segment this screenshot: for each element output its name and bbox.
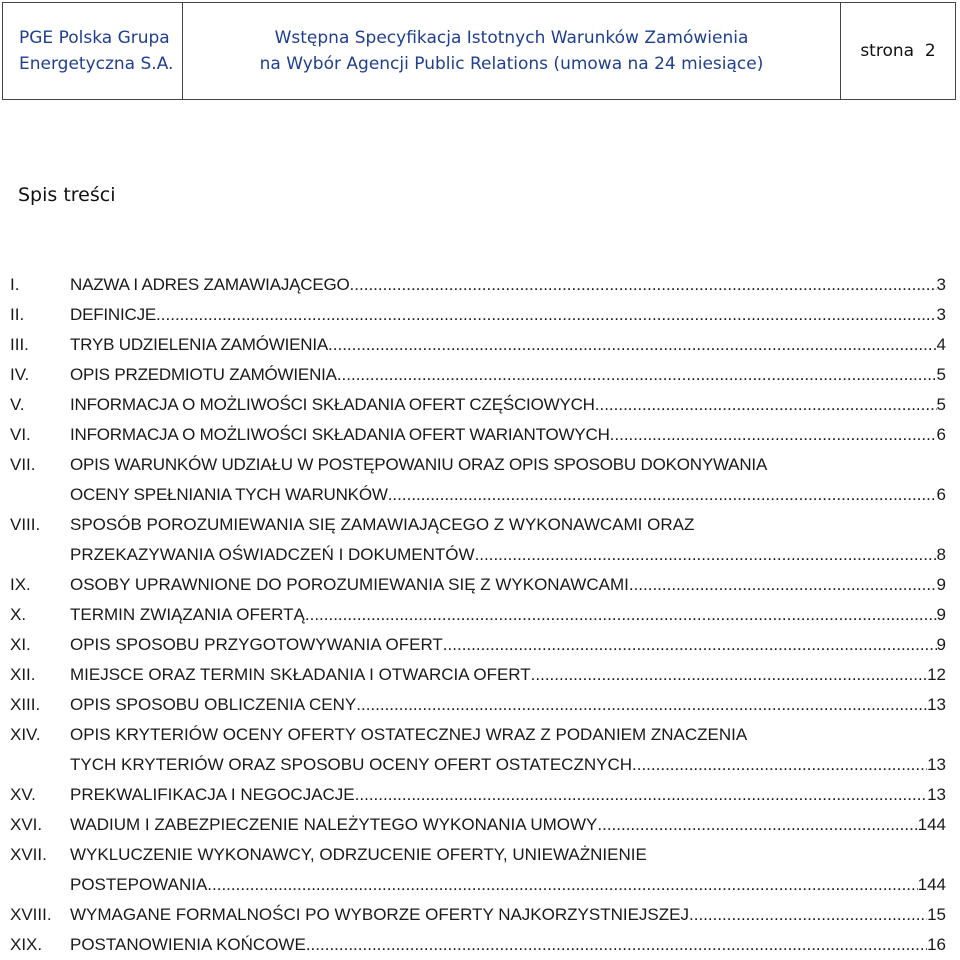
toc-entry[interactable] bbox=[10, 810, 946, 840]
toc-entry[interactable] bbox=[10, 510, 946, 570]
toc-entry-line bbox=[70, 330, 946, 360]
toc-entry-line bbox=[70, 810, 946, 840]
toc-entry-line bbox=[70, 900, 946, 930]
toc-dot-leader bbox=[443, 630, 937, 660]
toc-entry-title: TERMIN ZWIĄZANIA OFERTĄ bbox=[70, 605, 305, 624]
toc-entry-line bbox=[70, 300, 946, 330]
toc-entry-title: OPIS WARUNKÓW UDZIAŁU W POSTĘPOWANIU ORAZ OPIS SPOSOBU DOKONYWANIA bbox=[70, 455, 768, 474]
toc-dot-leader bbox=[595, 390, 937, 420]
toc-entry-line bbox=[70, 930, 946, 960]
toc-entry-line bbox=[70, 840, 946, 870]
company-cell bbox=[3, 3, 183, 99]
toc-entry-line bbox=[70, 720, 946, 750]
toc-entry-title: OPIS KRYTERIÓW OCENY OFERTY OSTATECZNEJ WRAZ Z PODANIEM ZNACZENIA bbox=[70, 725, 748, 744]
toc-entry-title: MIEJSCE ORAZ TERMIN SKŁADANIA I OTWARCIA OFERT bbox=[70, 665, 531, 684]
toc-dot-leader bbox=[350, 270, 937, 300]
toc-entry-number: XVI. bbox=[10, 815, 43, 834]
toc-page-number: 13 bbox=[927, 695, 946, 714]
toc-entry-line bbox=[70, 600, 946, 630]
toc-entry-text bbox=[70, 600, 946, 630]
toc-entry-text bbox=[70, 810, 946, 840]
toc-entry-number: XI. bbox=[10, 635, 31, 654]
document-title-line2: na Wybór Agencji Public Relations (umowa na 24 miesiące) bbox=[259, 54, 764, 74]
toc-entry[interactable] bbox=[10, 420, 946, 450]
toc-page-number: 9 bbox=[936, 575, 946, 594]
toc-entry-title: SPOSÓB POROZUMIEWANIA SIĘ ZAMAWIAJĄCEGO Z WYKONAWCAMI ORAZ bbox=[70, 515, 695, 534]
toc-page-number: 9 bbox=[936, 605, 946, 624]
toc-entry[interactable] bbox=[10, 900, 946, 930]
toc-dot-leader bbox=[475, 540, 937, 570]
toc-entry-line bbox=[70, 630, 946, 660]
toc-page-number: 5 bbox=[936, 365, 946, 384]
toc-page-number: 3 bbox=[936, 275, 946, 294]
toc-page-number: 8 bbox=[936, 545, 946, 564]
toc-page-number: 4 bbox=[936, 335, 946, 354]
toc-entry-number: II. bbox=[10, 305, 25, 324]
toc-entry-number: XII. bbox=[10, 665, 36, 684]
toc-entry[interactable] bbox=[10, 570, 946, 600]
toc-entry-text bbox=[70, 720, 946, 780]
toc-page-number: 144 bbox=[917, 815, 946, 834]
toc-entry-title: INFORMACJA O MOŻLIWOŚCI SKŁADANIA OFERT CZĘŚCIOWYCH bbox=[70, 395, 595, 414]
toc-entry-number: XIII. bbox=[10, 695, 41, 714]
toc-entry[interactable] bbox=[10, 720, 946, 780]
toc-entry-number: IV. bbox=[10, 365, 30, 384]
toc-entry-text bbox=[70, 450, 946, 510]
toc-entry-text bbox=[70, 930, 946, 960]
toc-dot-leader bbox=[355, 780, 927, 810]
toc-entry-text bbox=[70, 300, 946, 330]
toc-entry[interactable] bbox=[10, 270, 946, 300]
toc-entry-text bbox=[70, 390, 946, 420]
toc-entry-number: X. bbox=[10, 605, 27, 624]
toc-entry-text bbox=[70, 690, 946, 720]
toc-entry-title: OPIS SPOSOBU OBLICZENIA CENY bbox=[70, 695, 357, 714]
toc-entry-text bbox=[70, 630, 946, 660]
toc-entry[interactable] bbox=[10, 390, 946, 420]
toc-entry-title: POSTEPOWANIA bbox=[70, 875, 208, 894]
toc-entry-line bbox=[70, 690, 946, 720]
toc-entry-line bbox=[70, 270, 946, 300]
toc-entry-text bbox=[70, 900, 946, 930]
toc-entry[interactable] bbox=[10, 300, 946, 330]
toc-dot-leader bbox=[597, 810, 917, 840]
toc-entry-text bbox=[70, 270, 946, 300]
toc-entry-line bbox=[70, 480, 946, 510]
toc-entry-number: XV. bbox=[10, 785, 36, 804]
toc-entry-line bbox=[70, 390, 946, 420]
toc-page-number: 3 bbox=[936, 305, 946, 324]
toc-entry-title: PREKWALIFIKACJA I NEGOCJACJE bbox=[70, 785, 355, 804]
toc-page-number: 13 bbox=[927, 755, 946, 774]
toc-entry-title: TYCH KRYTERIÓW ORAZ SPOSOBU OCENY OFERT OSTATECZNYCH bbox=[70, 755, 633, 774]
toc-page-number: 6 bbox=[936, 485, 946, 504]
toc-dot-leader bbox=[629, 570, 937, 600]
toc-entry[interactable] bbox=[10, 630, 946, 660]
toc-entry-title: NAZWA I ADRES ZAMAWIAJĄCEGO bbox=[70, 275, 350, 294]
toc-entry-line bbox=[70, 540, 946, 570]
toc-entry-title: DEFINICJE bbox=[70, 305, 157, 324]
page-number: strona 2 bbox=[860, 41, 936, 61]
page-header bbox=[2, 2, 956, 100]
toc-entry-line bbox=[70, 870, 946, 900]
toc-dot-leader bbox=[328, 330, 937, 360]
toc-entry-title: WYMAGANE FORMALNOŚCI PO WYBORZE OFERTY NAJKORZYSTNIEJSZEJ bbox=[70, 905, 689, 924]
toc-entry-number: XVIII. bbox=[10, 905, 52, 924]
toc-dot-leader bbox=[531, 660, 927, 690]
toc-entry-number: XIX. bbox=[10, 935, 43, 954]
toc-entry-text bbox=[70, 660, 946, 690]
toc-entry-number: I. bbox=[10, 275, 20, 294]
toc-entry-text bbox=[70, 570, 946, 600]
toc-entry-line bbox=[70, 450, 946, 480]
toc-entry-text bbox=[70, 420, 946, 450]
toc-entry-number: III. bbox=[10, 335, 29, 354]
toc-dot-leader bbox=[337, 360, 937, 390]
toc-entry-title: WADIUM I ZABEZPIECZENIE NALEŻYTEGO WYKONANIA UMOWY bbox=[70, 815, 598, 834]
toc-page-number: 5 bbox=[936, 395, 946, 414]
toc-page-number: 16 bbox=[927, 935, 946, 954]
toc-page-number: 15 bbox=[927, 905, 946, 924]
toc-entry-line bbox=[70, 780, 946, 810]
toc-entry-text bbox=[70, 780, 946, 810]
document-title-cell bbox=[183, 3, 841, 99]
toc-entry-number: IX. bbox=[10, 575, 31, 594]
toc-entry-line bbox=[70, 420, 946, 450]
toc-entry-text bbox=[70, 510, 946, 570]
toc-page-number: 144 bbox=[917, 875, 946, 894]
toc-entry-number: XVII. bbox=[10, 845, 47, 864]
toc-page-number: 13 bbox=[927, 785, 946, 804]
toc-entry-title: WYKLUCZENIE WYKONAWCY, ODRZUCENIE OFERTY, UNIEWAŻNIENIE bbox=[70, 845, 647, 864]
toc-entry-number: VI. bbox=[10, 425, 31, 444]
toc-entry-line bbox=[70, 570, 946, 600]
toc-entry-line bbox=[70, 510, 946, 540]
toc-entry-title: OCENY SPEŁNIANIA TYCH WARUNKÓW bbox=[70, 485, 388, 504]
toc-entry-text bbox=[70, 330, 946, 360]
toc-entry[interactable] bbox=[10, 360, 946, 390]
toc-dot-leader bbox=[610, 420, 937, 450]
toc-entry-line bbox=[70, 750, 946, 780]
toc-entry-title: POSTANOWIENIA KOŃCOWE bbox=[70, 935, 306, 954]
toc-entry-text bbox=[70, 840, 946, 900]
toc-entry-title: PRZEKAZYWANIA OŚWIADCZEŃ I DOKUMENTÓW bbox=[70, 545, 475, 564]
toc-entry-number: V. bbox=[10, 395, 25, 414]
toc-page-number: 12 bbox=[927, 665, 946, 684]
company-name-line1: PGE Polska Grupa bbox=[19, 28, 170, 48]
toc-entry-title: OPIS PRZEDMIOTU ZAMÓWIENIA bbox=[70, 365, 337, 384]
toc-entry-title: OSOBY UPRAWNIONE DO POROZUMIEWANIA SIĘ Z WYKONAWCAMI bbox=[70, 575, 629, 594]
toc-entry[interactable] bbox=[10, 780, 946, 810]
toc-entry-title: TRYB UDZIELENIA ZAMÓWIENIA bbox=[70, 335, 329, 354]
toc-entry-title: INFORMACJA O MOŻLIWOŚCI SKŁADANIA OFERT WARIANTOWYCH bbox=[70, 425, 610, 444]
toc-entry[interactable] bbox=[10, 450, 946, 510]
toc-entry[interactable] bbox=[10, 660, 946, 690]
document-title-line1: Wstępna Specyfikacja Istotnych Warunków Zamówienia bbox=[274, 28, 749, 48]
toc-dot-leader bbox=[156, 300, 936, 330]
toc-title: Spis treści bbox=[18, 184, 116, 206]
toc-entry-text bbox=[70, 360, 946, 390]
toc-entry[interactable] bbox=[10, 600, 946, 630]
toc-page-number: 6 bbox=[936, 425, 946, 444]
toc-page-number: 9 bbox=[936, 635, 946, 654]
toc-entry-title: OPIS SPOSOBU PRZYGOTOWYWANIA OFERT bbox=[70, 635, 443, 654]
toc-dot-leader bbox=[388, 480, 937, 510]
toc-dot-leader bbox=[207, 870, 917, 900]
toc-entry[interactable] bbox=[10, 930, 946, 960]
toc-dot-leader bbox=[305, 600, 937, 630]
toc-entry-number: XIV. bbox=[10, 725, 41, 744]
table-of-contents bbox=[10, 270, 946, 960]
toc-entry[interactable] bbox=[10, 690, 946, 720]
toc-entry-line bbox=[70, 660, 946, 690]
toc-entry-line bbox=[70, 360, 946, 390]
toc-dot-leader bbox=[632, 750, 927, 780]
toc-entry[interactable] bbox=[10, 330, 946, 360]
toc-entry-number: VIII. bbox=[10, 515, 41, 534]
toc-dot-leader bbox=[356, 690, 927, 720]
page-number-cell bbox=[841, 3, 955, 99]
company-name-line2: Energetyczna S.A. bbox=[19, 54, 174, 74]
toc-entry[interactable] bbox=[10, 840, 946, 900]
toc-dot-leader bbox=[306, 930, 927, 960]
toc-dot-leader bbox=[689, 900, 927, 930]
toc-entry-number: VII. bbox=[10, 455, 36, 474]
